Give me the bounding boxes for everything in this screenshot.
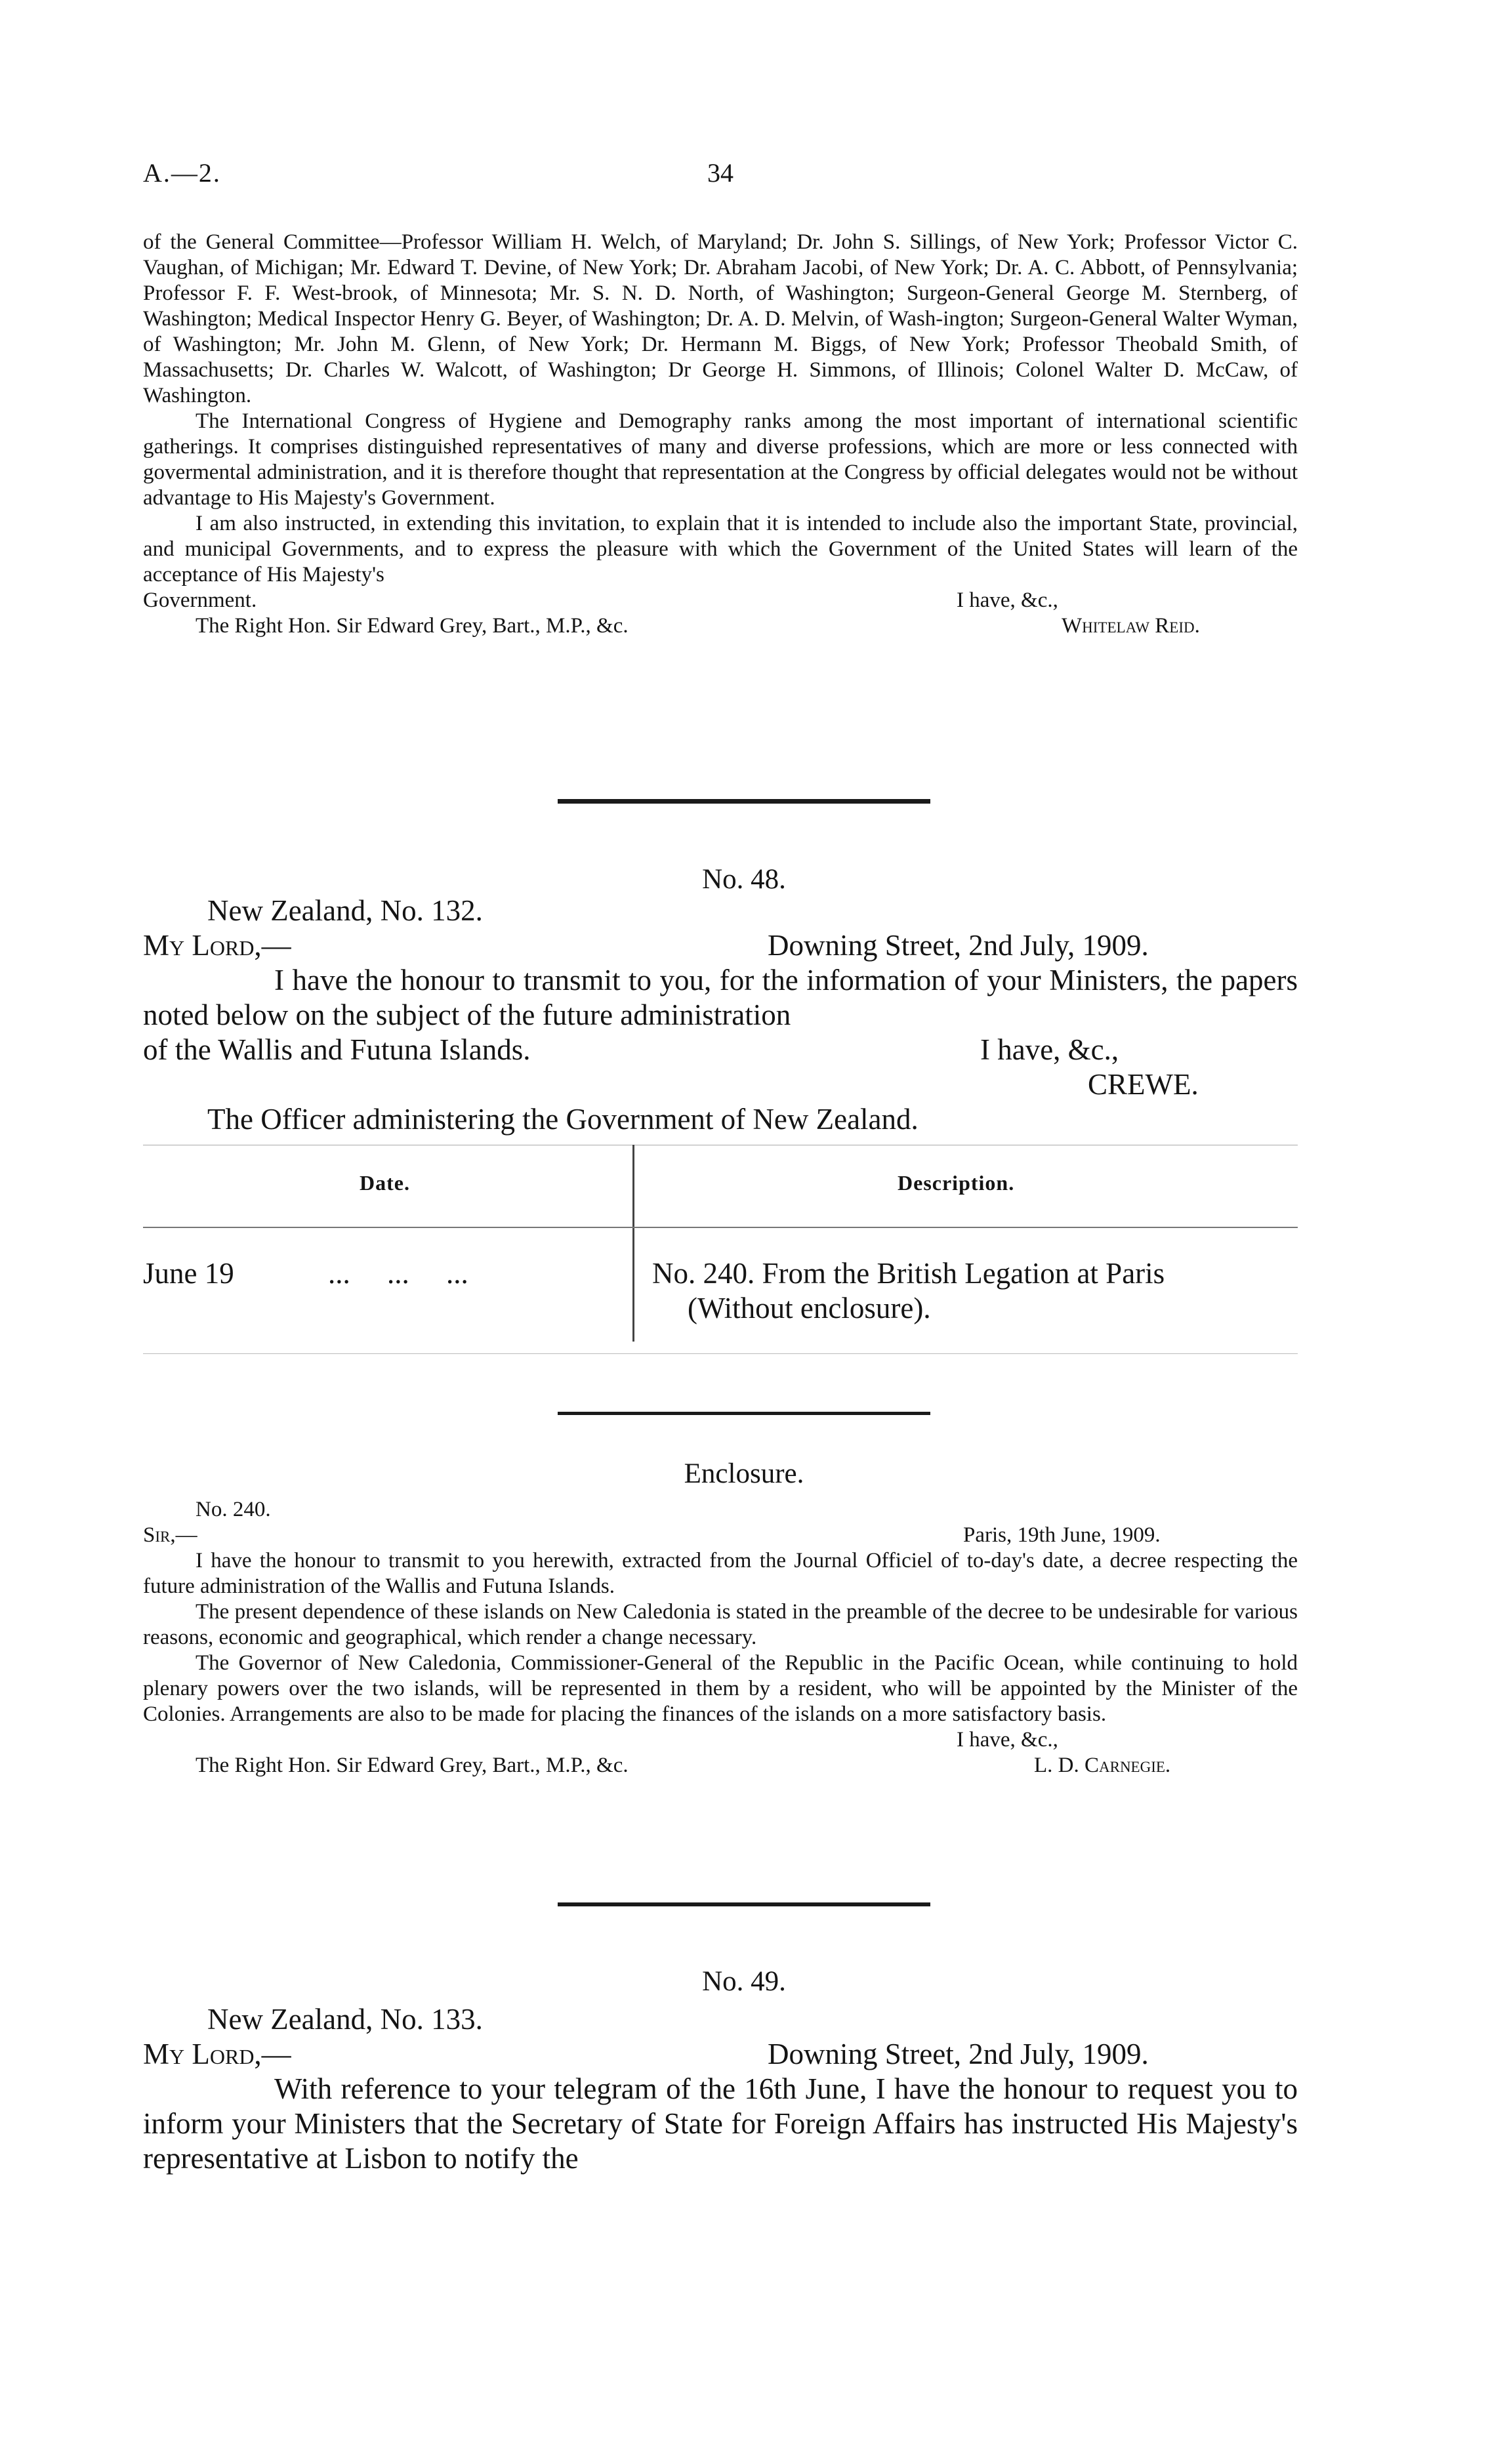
dispatch-48 <box>143 893 1298 1137</box>
paragraph-governor: The Governor of New Caledonia, Commissioner-General of the Republic in the Pacific Ocean, while continuing to hold plenary powers over the two islands, will be represented in them by a resident, who will be appointed by the Minister of the Colonies. Arrangements are also to be made for placing the finances of the islands on a more satisfactory basis. <box>143 1651 1298 1726</box>
dispatch-heading-49: No. 49. <box>702 1966 786 1997</box>
addressee: The Officer administering the Government of New Zealand. <box>207 1103 919 1136</box>
enclosure-letter <box>143 1497 1298 1778</box>
column-header-description: Description. <box>898 1171 1015 1195</box>
salutation: My Lord,— <box>143 929 291 962</box>
salutation: Sir,— <box>143 1523 197 1547</box>
addressee: The Right Hon. Sir Edward Grey, Bart., M.P., &c. <box>196 1754 629 1777</box>
closing-phrase: I have, &c., <box>957 588 1058 612</box>
section-divider <box>558 799 930 804</box>
enclosure-heading: Enclosure. <box>684 1458 804 1489</box>
addressee: The Right Hon. Sir Edward Grey, Bart., M.P., &c. <box>196 614 629 638</box>
column-divider <box>632 1145 634 1342</box>
page-number: 34 <box>707 158 734 188</box>
enclosure-ref: No. 240. <box>196 1498 271 1521</box>
parliamentary-paper-ref: A.—2. <box>143 158 221 188</box>
paragraph-congress: The International Congress of Hygiene and Demography ranks among the most important of international scientific gatherings. It comprises distinguished representatives of many and diverse professions, which are more or less connected with govermental administration, and it is therefore thought that representation at the Congress by official delegates would not be without advantage to His Majesty's Government. <box>143 409 1298 510</box>
paragraph-decree: I have the honour to transmit to you herewith, extracted from the Journal Officiel of to-day's date, a decree respecting the future administration of the Wallis and Futuna Islands. <box>143 1549 1298 1598</box>
papers-table <box>143 1145 1298 1361</box>
paragraph-invitation: I am also instructed, in extending this invitation, to explain that it is intended to include also the important State, provincial, and municipal Governments, and to express the pleasure with which the Government of the United States will learn of the acceptance of His Majesty's <box>143 512 1298 586</box>
row-description-cont: (Without enclosure). <box>688 1292 931 1324</box>
closing-row <box>143 588 1298 613</box>
closing-phrase: I have, &c., <box>980 1033 1119 1066</box>
dispatch-body: With reference to your telegram of the 16th June, I have the honour to request you to inform your Ministers that the Secretary of State for Foreign Affairs has instructed His Majesty's representative at Lisbon to notify the <box>143 2072 1298 2175</box>
paragraph-dependence: The present dependence of these islands on New Caledonia is stated in the preamble of the decree to be undesirable for various reasons, economic and geographical, which render a change necessary. <box>143 1600 1298 1649</box>
salutation: My Lord,— <box>143 2038 291 2070</box>
place-date: Paris, 19th June, 1909. <box>963 1523 1161 1547</box>
dispatch-body: I have the honour to transmit to you, for the information of your Ministers, the papers noted below on the subject of the future administration <box>143 964 1298 1031</box>
row-date: June 19 <box>143 1257 234 1290</box>
signature: CREWE. <box>1088 1068 1199 1101</box>
letter-continuation <box>143 230 1298 639</box>
place-date: Downing Street, 2nd July, 1909. <box>768 2038 1149 2070</box>
addressee-row <box>143 613 1298 639</box>
last-word: Government. <box>143 588 257 612</box>
dispatch-ref: New Zealand, No. 133. <box>207 2003 483 2036</box>
dispatch-49 <box>143 2002 1298 2176</box>
paragraph-committee: of the General Committee—Professor William H. Welch, of Maryland; Dr. John S. Sillings, of New York; Professor Victor C. Vaughan, of Michigan; Mr. Edward T. Devine, of New York; Dr. Abraham Jacobi, of New York; Dr. A. C. Abbott, of Pennsylvania; Professor F. F. West-brook, of Minnesota; Mr. S. N. D. North, of Washington; Surgeon-General George M. Sternberg, of Washington; Medical Inspector Henry G. Beyer, of Washington; Dr. A. D. Melvin, of Wash-ington; Surgeon-General Walter Wyman, of Washington; Mr. John M. Glenn, of New York; Dr. Hermann M. Biggs, of New York; Professor Theobald Smith, of Massachusetts; Dr. Charles W. Walcott, of Washington; Dr George H. Simmons, of Illinois; Colonel Walter D. McCaw, of Washington. <box>143 230 1298 407</box>
column-header-date: Date. <box>360 1171 410 1195</box>
row-description: No. 240. From the British Legation at Paris <box>652 1257 1165 1290</box>
row-leader-dots: ... ... ... <box>328 1257 468 1290</box>
signature: L. D. Carnegie. <box>1034 1754 1171 1777</box>
closing-phrase: I have, &c., <box>957 1728 1058 1752</box>
section-divider <box>558 1412 930 1415</box>
signature: Whitelaw Reid. <box>1062 614 1200 638</box>
section-divider <box>558 1902 930 1906</box>
body-last-line: of the Wallis and Futuna Islands. <box>143 1033 531 1066</box>
dispatch-heading-48: No. 48. <box>702 864 786 895</box>
dispatch-ref: New Zealand, No. 132. <box>207 894 483 927</box>
place-date: Downing Street, 2nd July, 1909. <box>768 929 1149 962</box>
